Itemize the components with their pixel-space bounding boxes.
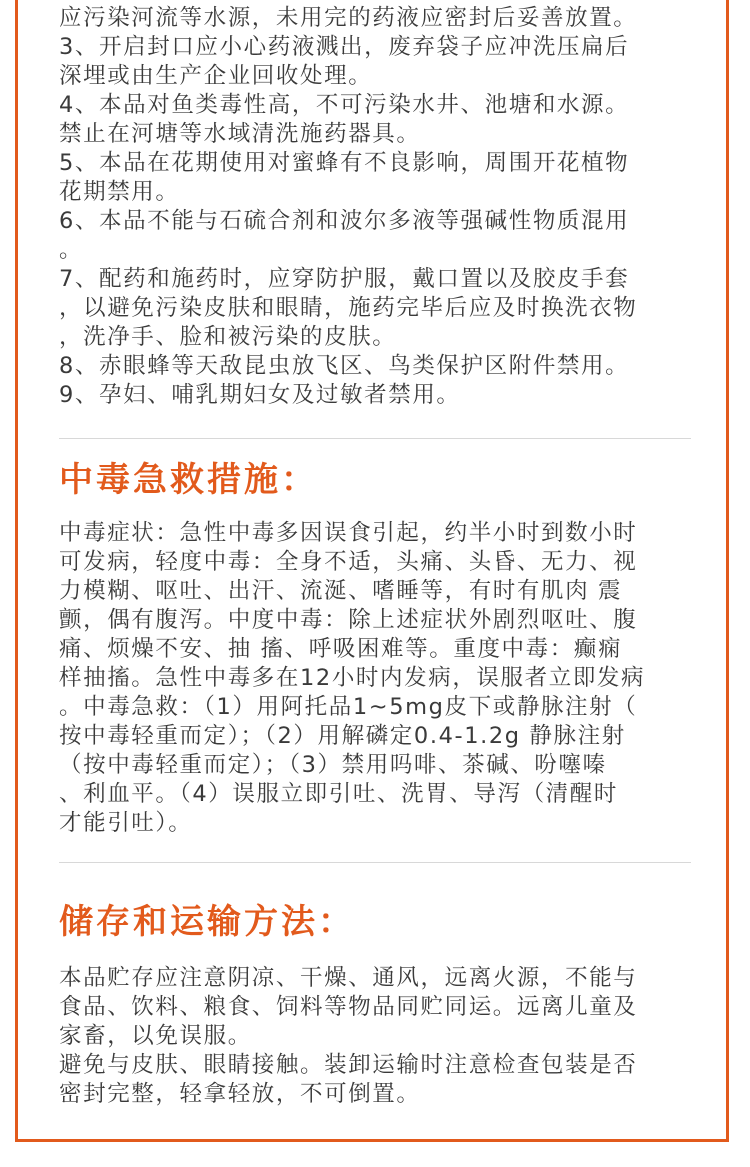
first-aid-line: 颤，偶有腹泻。中度中毒：除上述症状外剧烈呕吐、腹 [59,607,638,633]
usage-notes-section [59,0,637,410]
first-aid-line: （按中毒轻重而定）；（3）禁用吗啡、茶碱、吩噻嗪 [59,752,607,778]
section-divider [59,862,691,863]
usage-line: 8、赤眼蜂等天敌昆虫放飞区、鸟类保护区附件禁用。 [59,353,630,379]
usage-line: 6、本品不能与石硫合剂和波尔多液等强碱性物质混用 [59,208,630,234]
usage-line: ，以避免污染皮肤和眼睛，施药完毕后应及时换洗衣物 [59,295,638,321]
usage-line: 应污染河流等水源，未用完的药液应密封后妥善放置。 [59,5,638,31]
first-aid-line: 按中毒轻重而定）；（2）用解磷定0.4-1.2g 静脉注射 [59,723,626,749]
storage-line: 避免与皮肤、眼睛接触。装卸运输时注意检查包装是否 [59,1052,638,1078]
storage-line: 本品贮存应注意阴凉、干燥、通风，远离火源，不能与 [59,965,638,991]
first-aid-line: 、利血平。（4）误服立即引吐、洗胃、导泻（清醒时 [59,781,618,807]
section-divider [59,438,691,439]
first-aid-line: 可发病，轻度中毒：全身不适，头痛、头昏、无力、视 [59,549,638,575]
first-aid-line: 才能引吐）。 [59,810,193,836]
usage-line: ，洗净手、脸和被污染的皮肤。 [59,324,397,350]
usage-line: 花期禁用。 [59,179,180,205]
usage-line: 5、本品在花期使用对蜜蜂有不良影响，周围开花植物 [59,150,630,176]
first-aid-heading: 中毒急救措施： [59,460,318,500]
usage-line: 3、开启封口应小心药液溅出，废弃袋子应冲洗压扁后 [59,34,630,60]
storage-heading: 储存和运输方法： [59,902,355,942]
first-aid-line: 样抽搐。急性中毒多在12小时内发病，误服者立即发病 [59,665,646,691]
usage-line: 。 [59,237,84,263]
first-aid-line: 力模糊、呕吐、出汗、流涎、嗜睡等，有时有肌肉 震 [59,578,623,604]
usage-line: 7、配药和施药时，应穿防护服，戴口置以及胶皮手套 [59,266,630,292]
storage-line: 密封完整，轻拿轻放，不可倒置。 [59,1081,421,1107]
storage-line: 食品、饮料、粮食、饲料等物品同贮同运。远离儿童及 [59,994,638,1020]
usage-line: 禁止在河塘等水域清洗施药器具。 [59,121,421,147]
first-aid-line: 中毒症状：急性中毒多因误食引起，约半小时到数小时 [59,520,638,546]
usage-line: 9、孕妇、哺乳期妇女及过敏者禁用。 [59,382,461,408]
first-aid-line: 痛、烦燥不安、抽 搐、呼吸困难等。重度中毒：癫痫 [59,636,623,662]
usage-line: 深埋或由生产企业回收处理。 [59,63,373,89]
first-aid-section [59,519,645,838]
storage-line: 家畜，以免误服。 [59,1023,252,1049]
usage-line: 4、本品对鱼类毒性高，不可污染水井、池塘和水源。 [59,92,630,118]
storage-section [59,964,637,1109]
first-aid-line: 。中毒急救：（1）用阿托品1~5mg皮下或静脉注射（ [59,694,638,720]
